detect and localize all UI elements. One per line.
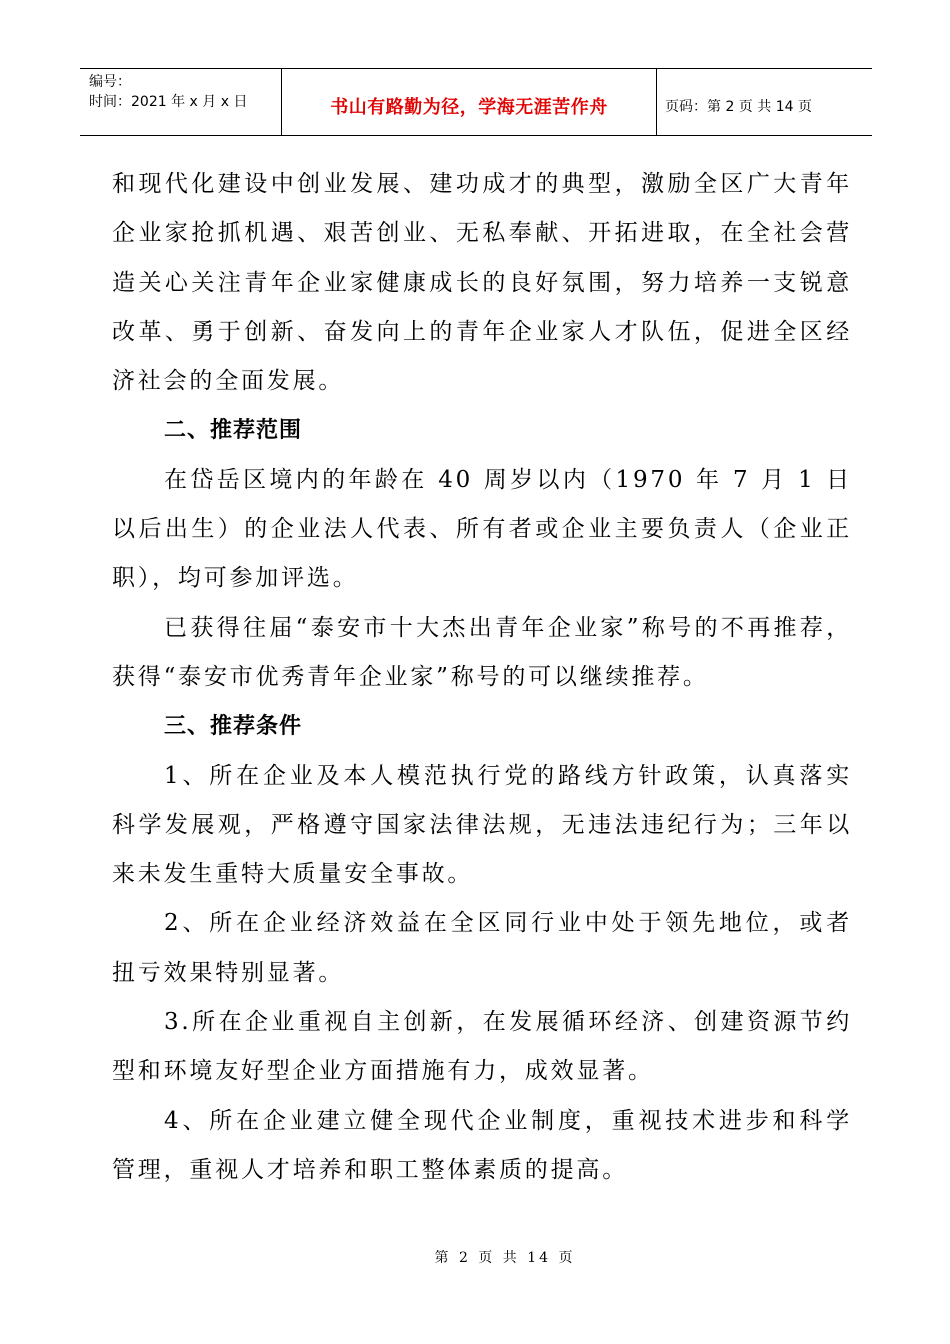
condition-item-3: 3.所在企业重视自主创新，在发展循环经济、创建资源节约型和环境友好型企业方面措施有力，成效显著。	[112, 1009, 852, 1085]
header-meta	[80, 69, 282, 135]
condition-item-2: 2、所在企业经济效益在全区同行业中处于领先地位，或者扭亏效果特别显著。	[112, 910, 852, 986]
scope-paragraph-1: 在岱岳区境内的年龄在 40 周岁以内（1970 年 7 月 1 日以后出生）的企业法人代表、所有者或企业主要负责人（企业正职），均可参加评选。	[112, 466, 852, 592]
section-heading-scope: 二、推荐范围	[164, 418, 303, 444]
page-footer: 第 2 页 共 14 页	[434, 1250, 576, 1266]
condition-item-1: 1、所在企业及本人模范执行党的路线方针政策，认真落实科学发展观，严格遵守国家法律法规，无违法违纪行为；三年以来未发生重特大质量安全事故。	[112, 762, 852, 888]
motto-text: 书山有路勤为径，学海无涯苦作舟	[330, 97, 608, 118]
serial-number-label: 编号：	[89, 74, 131, 90]
date-label: 时间：2021 年 x 月 x 日	[89, 94, 248, 110]
header-page-info	[657, 69, 872, 135]
condition-item-4: 4、所在企业建立健全现代企业制度，重视技术进步和科学管理，重视人才培养和职工整体素质的提高。	[112, 1107, 852, 1183]
scope-paragraph-2: 已获得往届“泰安市十大杰出青年企业家”称号的不再推荐，获得“泰安市优秀青年企业家”称号的可以继续推荐。	[112, 614, 852, 690]
intro-paragraph: 和现代化建设中创业发展、建功成才的典型，激励全区广大青年企业家抢抓机遇、艰苦创业、无私奉献、开拓进取，在全社会营造关心关注青年企业家健康成长的良好氛围，努力培养一支锐意改革、勇于创新、奋发向上的青年企业家人才队伍，促进全区经济社会的全面发展。	[112, 171, 852, 395]
document-body	[112, 160, 852, 1195]
header-motto-cell	[282, 69, 657, 135]
page-info-text: 页码：第 2 页 共 14 页	[665, 99, 812, 115]
page-header	[80, 68, 872, 136]
section-heading-conditions: 三、推荐条件	[164, 714, 303, 740]
